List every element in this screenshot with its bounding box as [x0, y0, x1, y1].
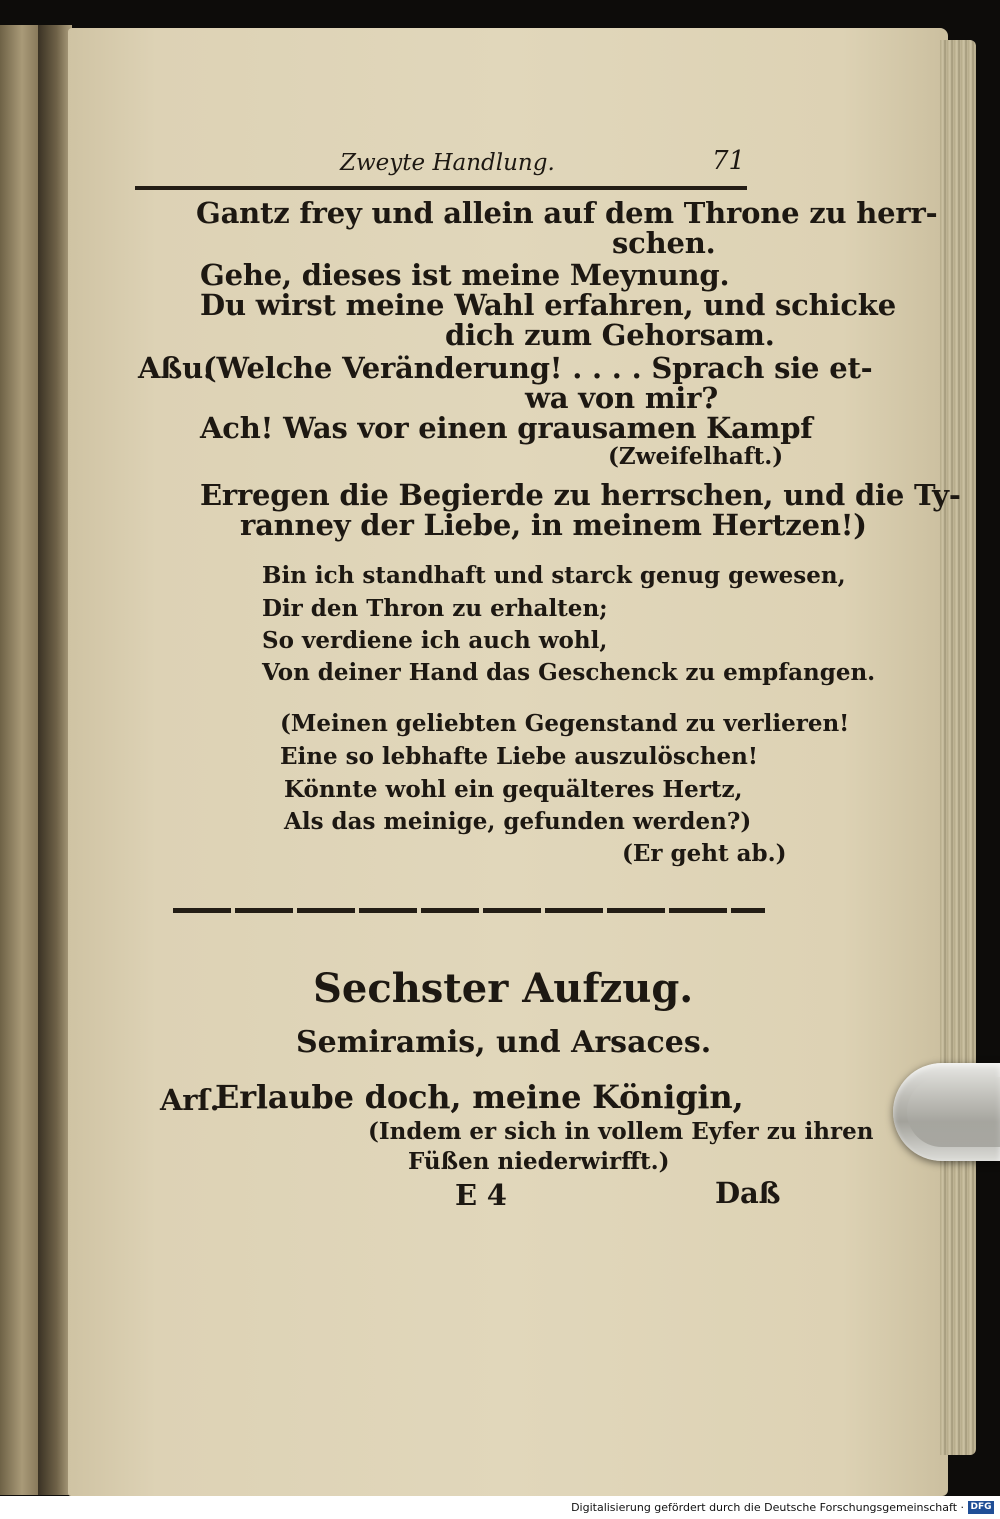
signature-mark: E 4: [455, 1178, 507, 1212]
text-line: Gehe, dieses ist meine Meynung.: [200, 258, 730, 292]
stage-direction: (Zweifelhaft.): [608, 443, 784, 470]
book-gutter: [38, 25, 72, 1495]
facing-page-edge: [0, 25, 40, 1495]
scene-divider: [173, 908, 765, 913]
dfg-logo: DFG: [968, 1501, 994, 1514]
aria-line: Eine so lebhafte Liebe auszulöschen!: [280, 743, 758, 770]
page-stack-edges: [940, 40, 976, 1455]
aria-line: Von deiner Hand das Geschenck zu empfangen.: [262, 659, 876, 686]
scene-characters: Semiramis, und Arsaces.: [296, 1025, 712, 1060]
text-line: Ach! Was vor einen grausamen Kampf: [200, 411, 813, 445]
footer-credit: Digitalisierung gefördert durch die Deutsche Forschungsgemeinschaft ·: [571, 1501, 964, 1514]
text-line: Gantz frey und allein auf dem Throne zu herr-: [196, 196, 938, 230]
running-title: Zweyte Handlung.: [340, 150, 555, 176]
catchword: Daß: [715, 1176, 781, 1210]
aria-line: (Meinen geliebten Gegenstand zu verlieren!: [280, 710, 850, 737]
exit-direction: (Er geht ab.): [622, 840, 787, 867]
aria-line: Als das meinige, gefunden werden?): [284, 808, 752, 835]
header-rule: [135, 186, 747, 190]
text-line: dich zum Gehorsam.: [445, 318, 775, 352]
aria-line: So verdiene ich auch wohl,: [262, 627, 608, 654]
speaker-label: Arſ.: [160, 1083, 220, 1117]
text-line: Erregen die Begierde zu herrschen, und die Ty-: [200, 478, 961, 512]
aria-line: Bin ich standhaft und starck genug gewesen,: [262, 562, 846, 589]
text-line: ranney der Liebe, in meinem Hertzen!): [240, 508, 867, 542]
scene-title: Sechster Aufzug.: [313, 965, 694, 1012]
page-number: 71: [712, 146, 746, 176]
speaker-label: Aßu.: [138, 351, 213, 385]
text-line: (Welche Veränderung! . . . . Sprach sie et-: [203, 351, 873, 385]
page-holder-clip: [893, 1063, 1000, 1161]
aria-line: Dir den Thron zu erhalten;: [262, 595, 608, 622]
text-line: Du wirst meine Wahl erfahren, und schicke: [200, 288, 896, 322]
text-line: wa von mir?: [525, 381, 718, 415]
stage-direction: (Indem er sich in vollem Eyfer zu ihren: [368, 1118, 874, 1145]
aria-line: Könnte wohl ein gequälteres Hertz,: [284, 776, 743, 803]
text-line: Erlaube doch, meine Königin,: [215, 1078, 744, 1116]
stage-direction: Füßen niederwirfft.): [408, 1148, 670, 1175]
footer-bar: [0, 1496, 1000, 1519]
text-line: schen.: [612, 226, 716, 260]
